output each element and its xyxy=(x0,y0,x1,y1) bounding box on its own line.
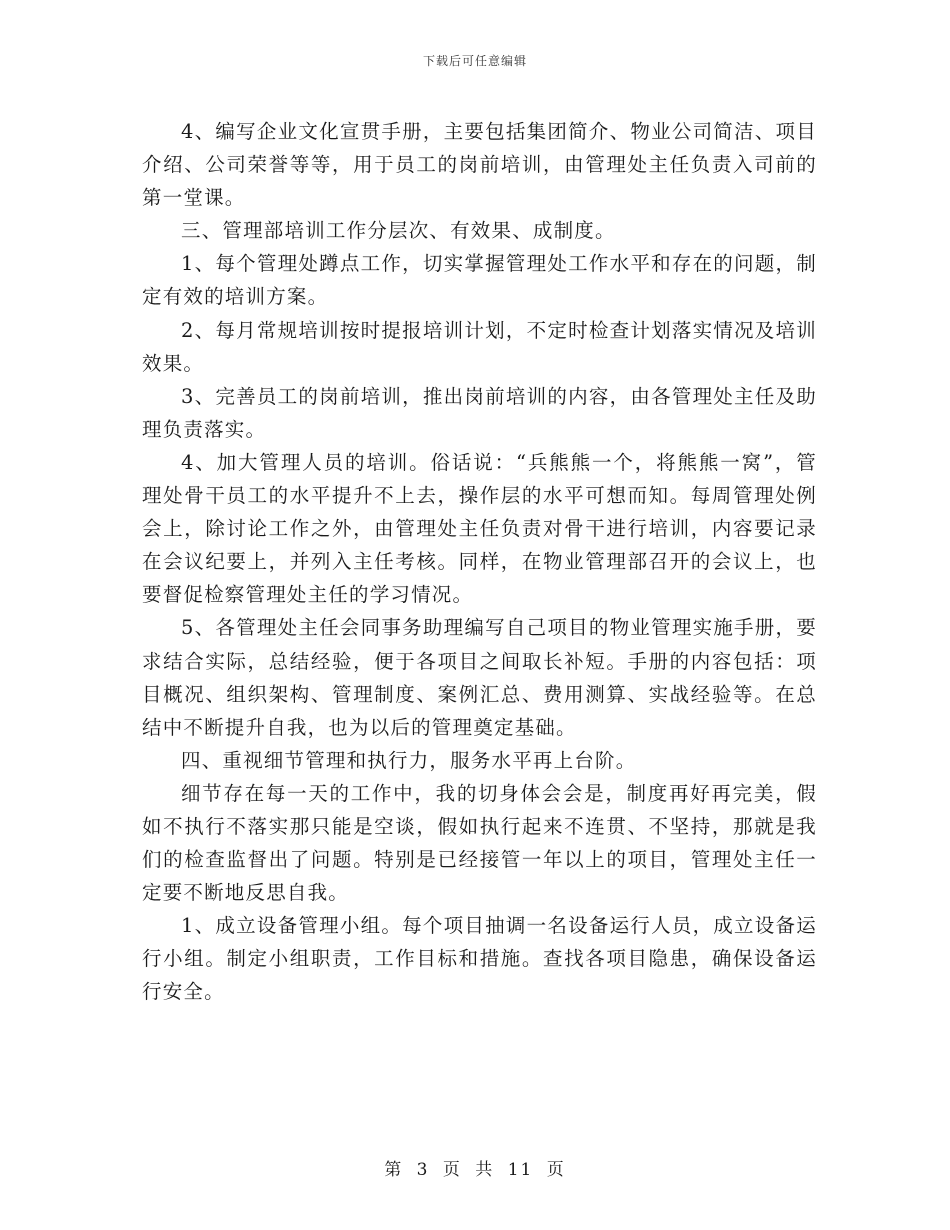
paragraph: 4、编写企业文化宣贯手册，主要包括集团简介、物业公司简洁、项目介绍、公司荣誉等等，用于员工的岗前培训，由管理处主任负责入司前的第一堂课。 xyxy=(142,120,817,210)
page-number-footer: 第 3 页 共 11 页 xyxy=(384,1160,566,1180)
paragraph: 2、每月常规培训按时提报培训计划，不定时检查计划落实情况及培训效果。 xyxy=(142,318,817,375)
paragraph: 1、成立设备管理小组。每个项目抽调一名设备运行人员，成立设备运行小组。制定小组职责，工作目标和措施。查找各项目隐患，确保设备运行安全。 xyxy=(142,914,817,1004)
paragraph: 1、每个管理处蹲点工作，切实掌握管理处工作水平和存在的问题，制定有效的培训方案。 xyxy=(142,252,817,309)
paragraph: 5、各管理处主任会同事务助理编写自己项目的物业管理实施手册，要求结合实际，总结经验，便于各项目之间取长补短。手册的内容包括：项目概况、组织架构、管理制度、案例汇总、费用测算、实战经验等。在总结中不断提升自我，也为以后的管理奠定基础。 xyxy=(142,616,817,739)
section-heading: 三、管理部培训工作分层次、有效果、成制度。 xyxy=(181,219,616,243)
paragraph: 4、加大管理人员的培训。俗话说：“兵熊熊一个，将熊熊一窝”，管理处骨干员工的水平提升不上去，操作层的水平可想而知。每周管理处例会上，除讨论工作之外，由管理处主任负责对骨干进行培训，内容要记录在会议纪要上，并列入主任考核。同样，在物业管理部召开的会议上，也要督促检察管理处主任的学习情况。 xyxy=(142,450,817,607)
paragraph: 3、完善员工的岗前培训，推出岗前培训的内容，由各管理处主任及助理负责落实。 xyxy=(142,384,817,441)
paragraph: 细节存在每一天的工作中，我的切身体会会是，制度再好再完美，假如不执行不落实那只能是空谈，假如执行起来不连贯、不坚持，那就是我们的检查监督出了问题。特别是已经接管一年以上的项目，管理处主任一定要不断地反思自我。 xyxy=(142,781,817,905)
document-body xyxy=(142,115,817,1009)
section-heading: 四、重视细节管理和执行力，服务水平再上台阶。 xyxy=(181,748,637,772)
page-header: 下载后可任意编辑 xyxy=(422,54,527,68)
